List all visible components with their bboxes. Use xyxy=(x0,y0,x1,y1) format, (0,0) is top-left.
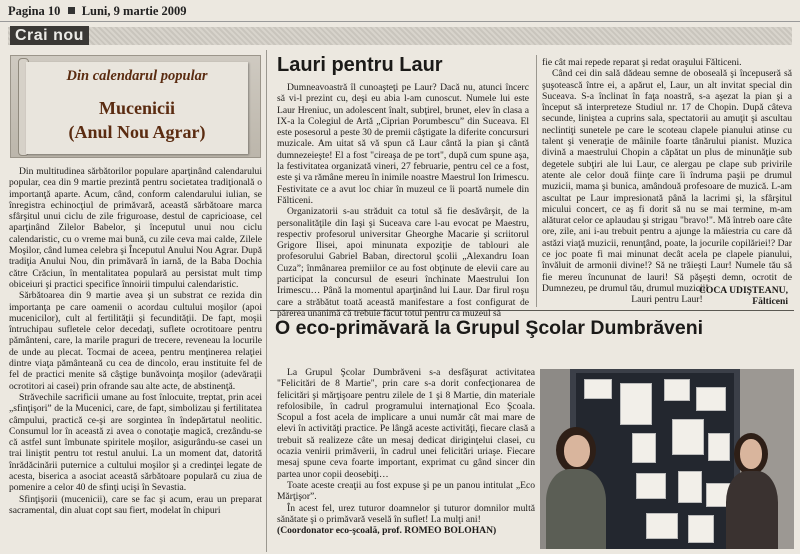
paragraph: Sărbătoarea din 9 martie avea şi un substrat ce rezida din importanţa pe care oamenii o acordau cultului moşilor (apoi mucenicilor), cult al fertilităţii şi fecundităţii. De fapt, moşii întruchipau sufletele celor decedaţi, suflete ocrotitoare pentru pământeni, care, la marile praguri de trecere, reveneau la locurile de unde au plecat. Tocmai de aceea, pentru menţinerea relaţiei dintre viaţa pământeană cu cea de dincolo, erau instituite fel de fel de practici menite să câştige bunăvoinţa moşilor (adevăraţii ocrotitori ai casei) prin ofrande sau alte acte, de abstinenţă. xyxy=(9,290,262,392)
card xyxy=(620,383,652,425)
paragraph: Sfinţişorii (mucenicii), care se fac şi acum, erau un preparat sacramental, din aluat copt sau fiert, modelat în chipuri xyxy=(9,493,262,516)
laur-article-col1 xyxy=(277,82,530,319)
title-line-2: (Anul Nou Agrar) xyxy=(68,122,206,142)
laur-article-title: Lauri pentru Laur xyxy=(277,54,443,76)
section-bar xyxy=(8,27,792,45)
page-number: Pagina 10 xyxy=(8,4,61,18)
author-location: Fălticeni xyxy=(752,296,788,307)
column-divider-right xyxy=(536,55,537,307)
left-article-body xyxy=(9,166,262,552)
article-kicker: Din calendarul popular xyxy=(66,68,208,84)
card xyxy=(636,473,666,499)
paragraph: Străvechile sacrificii umane au fost înlocuite, treptat, prin acei „sfinţişori” de la Mucenici, care, de fapt, simbolizau şi fertilitatea câmpului, practică ce-şi are sorgintea în îndepărtatul neolitic. Consumul lor în această zi avea o conotaţie magică, crezându-se că astfel sunt îmbunate spiritele moşilor, asigurându-se casei un trai liniştit pentru tot restul anului. La un moment dat, datorită înrădăcinării puternice a cultului moşilor şi a credinţei legate de acesta, biserica a asociat această sărbătoare populară cu ziua de pomenire a celor 40 de sfinţi ucişi în Sevastia. xyxy=(9,391,262,494)
paragraph: fie cât mai repede reparat şi redat oraşului Fălticeni. xyxy=(542,57,742,68)
paragraph: La Grupul Şcolar Dumbrăveni s-a desfăşurat activitatea "Felicitări de 8 Martie", prin care s-a dorit confecţionarea de felicitări şi mărţişoare pentru zilele de 1 şi 8 Martie, din materiale refolosibile, în cadrul programului internaţional Eco Şcoala. Scopul a fost acela de implicare a unui număr cât mai mare de elevi în activităţi practice. Pe lângă aceste activităţi, fiecare clasă a trebuit să realizeze câte un mesaj dedicat diriginţelui clasei, cu ocazia venirii primăverii, în cadrul unei felicitări uriaşe. Fiecare mesaj spune ceva foarte important, exprimat cu gând sincer din partea unor copii deosebiţi… xyxy=(277,367,535,480)
paragraph: Dumneavoastră îl cunoaşteţi pe Laur? Dacă nu, atunci încerc să vi-l prezint cu, deşi eu abia l-am cunoscut. Numele lui este Laur Hreniuc, un adolescent înalt, subţirel, brunet, elev în clasa a IX-a la Colegiul de Artă „Ciprian Porumbescu” din Suceava. El este posesorul a peste 30 de premii câştigate la diferite concursuri muzicale. Am uitat să vă spun că Laur cântă la pian şi cântă dumnezeieşte! El a fost "cireaşa de pe tort", după cum spune aşa, la festivitatea organizată vineri, 27 februarie, pentru cel ce a fost, este şi va rămâne mereu în inimile noastre Maestrul Ion Irimescu. Festivitate ce a avut loc chiar în muzeul ce îi poartă numele din Fălticeni. xyxy=(277,82,530,206)
section-logo: Crai nou xyxy=(10,26,89,45)
signature: (Coordonator eco-şcoală, prof. ROMEO BOLOHAN) xyxy=(277,525,497,537)
card xyxy=(646,513,678,539)
card xyxy=(696,387,726,411)
header-divider xyxy=(0,21,800,22)
title-line-1: Mucenicii xyxy=(99,98,175,118)
eco-article-body xyxy=(277,367,535,551)
paragraph: Când cei din sală dădeau semne de oboseală şi începuseră să şuşotească între ei, a apărut el, Laur, un alt invitat special din Suceava. S-a înclinat în faţa noastră, s-a aşezat la pian şi a început să interpreteze Studiul nr. 17 de Chopin. După câteva secunde, liniştea a cuprins sala, spectatorii au amuţit şi ascultau neclintiţi sunetele pe care le scoteau clapele pianului atinse cu talent şi veneraţie de mâinile foarte tânărului pianist. Muzica divină a maestrului Chopin a căpătat un plus de minunăţie sub degetele subţiri ale lui Laur, ce alergau pe clape sub privirile atente ale celor două fiinţe care îi îndruma paşii pe drumul muzicii, mama şi bunica, amândouă profesoare de muzică. L-am ascultat pe Laur impresionată până la lacrimi şi, la sfârşitul micului concert, ce aş fi dorit să nu se mai termine, m-am alăturat celor ce aplaudau şi strigau "bravo!". Mă întreb oare câte ore, zile, ani i-au trebuit pentru a ajunge la măiestria cu care dă astăzi viaţă muzicii, renunţând, poate, la jocurile copilăriei!? Dar ce joc poate fi mai minunat decât acela pe clapele pianului, învăluit de armonii divine!? Să ne trăieşti Laur! Numele tău să fie mereu încununat de lauri! Să păşeşti demn, ocrotit de Dumnezeu, pe drumul tău, drumul muzicii! xyxy=(542,68,792,294)
eco-photo xyxy=(540,369,794,549)
paragraph: Din multitudinea sărbătorilor populare aparţinând calendarului popular, cea din 9 martie prezintă pentru societatea tradiţională o importanţă aparte. Acum, când, conform calendarului iulian, se înregistra echinocţiul de primăvară, aceastǎ sărbătoare marca sfârşitul unui ciclu de zile friguroase, destul de capricioase, cel aparţinând Zilelor Babelor, şi începutul unui nou ciclu calendaristic, cu o vreme mai bună, cu zile ceva mai calde, Zilele Moşilor, când lumea celebra şi Începutul Anului Nou Agrar. După tradiţia Anului Nou, din primăvară în iarnă, de la Baba Dochia către Crăciun, în mentalitatea populară au persistat mult timp obiceiuri şi practici specifice înnoirii timpului calendaristic. xyxy=(9,166,262,290)
card xyxy=(672,419,704,455)
square-bullet-icon xyxy=(68,7,75,14)
paragraph: Toate aceste creaţii au fost expuse şi pe un panou intitulat „Eco Mărţişor”. xyxy=(277,479,535,503)
student-left-body xyxy=(546,469,606,549)
card xyxy=(664,379,690,401)
paragraph: În acest fel, urez tuturor doamnelor şi tuturor domnilor multă sănătate şi o primăvară veselă în suflet! La mulţi ani! xyxy=(277,502,535,525)
page-header xyxy=(8,4,187,19)
paragraph: Organizatorii s-au străduit ca totul să fie desăvârşit, de la personalităţile din Iaşi şi Suceava care l-au evocat pe Maestru, respectiv profesorul universitar Gheorghe Macarie şi scriitorul Grigore Ilisei, apoi minunata expoziţie de tablouri ale profesorului Gabriel Baban, directorul şcolii „Alexandru Ioan Cuza”; înmânarea premiilor ce au fost obţinute de elevii care au participat la concursul de eseuri închinate Maestrului Ion Irimescu… Până la momentul aparţinând lui Laur. Dar firul roşu care a străbătut toată această manifestare a fost configurat de părerea unanimă că trebuie făcut totul pentru ca muzeul să xyxy=(277,206,529,319)
column-divider-left xyxy=(266,50,267,552)
card xyxy=(584,379,612,399)
card xyxy=(632,433,656,463)
author-name: COCA UDIŞTEANU, xyxy=(698,285,788,296)
student-right-face xyxy=(740,439,762,469)
card xyxy=(688,515,714,543)
student-right-body xyxy=(726,471,778,549)
card xyxy=(708,433,730,461)
card xyxy=(678,471,702,503)
paragraph: Lauri pentru Laur! xyxy=(631,294,703,306)
article-title xyxy=(30,96,244,144)
eco-article-title: O eco-primăvară la Grupul Şcolar Dumbrăveni xyxy=(275,317,704,339)
laur-byline xyxy=(699,285,788,307)
page-date: Luni, 9 martie 2009 xyxy=(81,4,187,18)
student-left-face xyxy=(564,435,590,467)
